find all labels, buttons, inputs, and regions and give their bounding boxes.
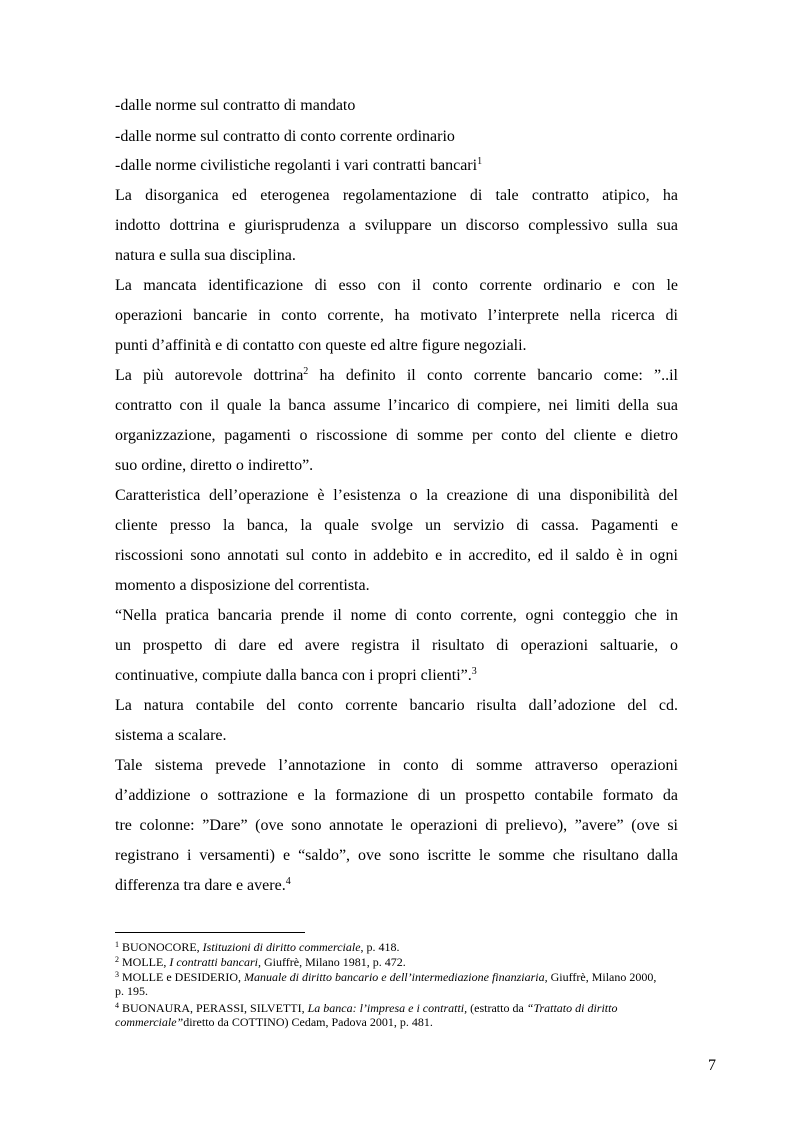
text-span: ha definito il conto corrente bancario come: ”..il <box>308 367 679 384</box>
footnote-3 <box>115 970 715 998</box>
footnote-title: commerciale” <box>115 1015 184 1029</box>
text-line: “Nella pratica bancaria prende il nome di conto corrente, ogni conteggio che in <box>115 607 678 624</box>
text-line: un prospetto di dare ed avere registra il risultato di operazioni saltuarie, o <box>115 637 678 654</box>
text-line: d’addizione o sottrazione e la formazione di un prospetto contabile formato da <box>115 787 678 804</box>
footnote-ref[interactable]: 1 <box>477 156 483 167</box>
footnote-text: diretto da COTTINO) Cedam, Padova 2001, p. 481. <box>183 1015 433 1029</box>
text-line: punti d’affinità e di contatto con queste ed altre figure negoziali. <box>115 337 527 354</box>
text-line: La mancata identificazione di esso con il conto corrente ordinario e con le <box>115 277 678 294</box>
text-line: cliente presso la banca, la quale svolge un servizio di cassa. Pagamenti e <box>115 517 678 534</box>
footnote-number: 3 <box>115 970 119 979</box>
footnote-number: 2 <box>115 955 119 964</box>
text-line: La disorganica ed eterogenea regolamentazione di tale contratto atipico, ha <box>115 187 678 204</box>
text-line: contratto con il quale la banca assume l’incarico di compiere, nei limiti della sua <box>115 397 678 414</box>
text-line: riscossioni sono annotati sul conto in addebito e in accredito, ed il saldo è in ogni <box>115 547 678 564</box>
footnote-text: BUONAURA, PERASSI, SILVETTI, <box>119 1001 308 1015</box>
footnote-text: , p. 418. <box>360 940 400 954</box>
text-line: organizzazione, pagamenti o riscossione di somme per conto del cliente e dietro <box>115 427 678 444</box>
text-line <box>115 366 678 386</box>
text-line: momento a disposizione del correntista. <box>115 577 370 594</box>
text-line: -dalle norme sul contratto di conto corrente ordinario <box>115 128 455 145</box>
footnote-title: La banca: l’impresa e i contratti, <box>307 1001 468 1015</box>
footnote-text: Giuffrè, Milano 1981, p. 472. <box>261 955 406 969</box>
text-line: registrano i versamenti) e “saldo”, ove sono iscritte le somme che risultano dalla <box>115 847 678 864</box>
footnote-separator <box>115 932 305 933</box>
text-span: La più autorevole dottrina <box>115 367 304 384</box>
text-line: Caratteristica dell’operazione è l’esistenza o la creazione di una disponibilità del <box>115 487 678 504</box>
text-line: natura e sulla sua disciplina. <box>115 247 296 264</box>
footnote-title: “Trattato di diritto <box>526 1001 618 1015</box>
text-line: La natura contabile del conto corrente bancario risulta dall’adozione del cd. <box>115 697 678 714</box>
footnote-text: MOLLE e DESIDERIO, <box>119 970 244 984</box>
text-line: indotto dottrina e giurisprudenza a sviluppare un discorso complessivo sulla sua <box>115 217 678 234</box>
footnote-text: p. 195. <box>115 984 148 998</box>
text-line: operazioni bancarie in conto corrente, ha motivato l’interprete nella ricerca di <box>115 307 678 324</box>
footnote-text: MOLLE, <box>119 955 170 969</box>
page-number: 7 <box>708 1057 716 1074</box>
text-line: -dalle norme sul contratto di mandato <box>115 97 356 114</box>
footnote-title: I contratti bancari, <box>169 955 261 969</box>
text-span: continuative, compiute dalla banca con i propri clienti”. <box>115 667 472 684</box>
footnote-4 <box>115 1001 715 1029</box>
footnote-title: Istituzioni di diritto commerciale <box>202 940 361 954</box>
text-line <box>115 156 482 176</box>
footnote-ref[interactable]: 4 <box>285 876 291 887</box>
text-line: sistema a scalare. <box>115 727 227 744</box>
footnote-1 <box>115 940 715 954</box>
footnote-number: 4 <box>115 1001 119 1010</box>
text-line <box>115 666 477 686</box>
footnote-2 <box>115 955 715 969</box>
footnote-number: 1 <box>115 940 119 949</box>
footnote-ref[interactable]: 2 <box>303 366 309 377</box>
text-line: Tale sistema prevede l’annotazione in conto di somme attraverso operazioni <box>115 757 678 774</box>
text-line <box>115 876 291 896</box>
text-span: -dalle norme civilistiche regolanti i vari contratti bancari <box>115 157 478 174</box>
text-span: differenza tra dare e avere. <box>115 877 286 894</box>
footnote-text: Giuffrè, Milano 2000, <box>547 970 657 984</box>
footnote-ref[interactable]: 3 <box>471 666 477 677</box>
text-line: suo ordine, diretto o indiretto”. <box>115 457 314 474</box>
footnote-text: (estratto da <box>467 1001 527 1015</box>
text-line: tre colonne: ”Dare” (ove sono annotate le operazioni di prelievo), ”avere” (ove si <box>115 817 678 834</box>
footnote-text: BUONOCORE, <box>119 940 203 954</box>
footnote-title: Manuale di diritto bancario e dell’intermediazione finanziaria, <box>243 970 548 984</box>
